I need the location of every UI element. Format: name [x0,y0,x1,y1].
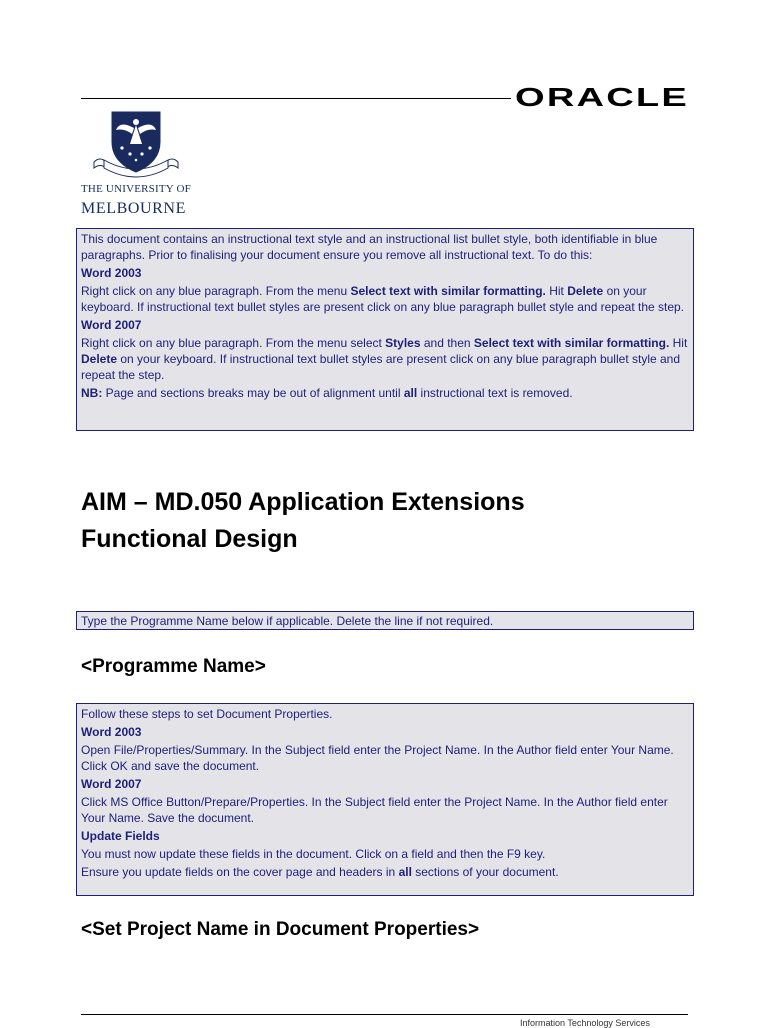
university-name-line2: MELBOURNE [81,200,186,217]
programme-name-heading: <Programme Name> [81,656,266,677]
programme-instruction: Type the Programme Name below if applicable. Delete the line if not required. [81,614,494,628]
nb-note: NB: Page and sections breaks may be out of alignment until all instructional text is removed. [81,386,573,400]
update-fields-heading: Update Fields [81,829,160,843]
properties-word2007-heading: Word 2007 [81,777,142,791]
header-rule [81,98,511,99]
properties-word2003-text: Open File/Properties/Summary. In the Subject field enter the Project Name. In the Author field enter Your Name. Click OK and save the document. [81,743,674,773]
instruction-box-remove-text [76,228,694,431]
properties-intro: Follow these steps to set Document Properties. [81,707,333,721]
oracle-logo-text: ORACLE [515,82,689,112]
university-name-line1: THE UNIVERSITY OF [81,183,191,195]
project-name-heading: <Set Project Name in Document Properties> [81,919,480,940]
properties-word2003-heading: Word 2003 [81,725,142,739]
document-title [81,484,691,558]
footer-text: Information Technology Services [520,1018,650,1028]
oracle-logo [513,82,693,112]
word2003-heading: Word 2003 [81,266,142,280]
instruction-box-programme [76,611,694,630]
university-crest-icon [90,108,182,182]
document-title-line2: Functional Design [81,525,298,553]
instruction-intro: This document contains an instructional text style and an instructional list bullet style, both identifiable in blue paragraphs. Prior to finalising your document ensure you remove all instructional text. To do this: [81,232,658,262]
word2007-heading: Word 2007 [81,318,142,332]
word2007-instruction: Right click on any blue paragraph. From the menu select Styles and then Select text with similar formatting. Hit Delete on your keyboard. If instructional text bullet styles are present click on any blue paragraph bullet style and repeat the step. [81,336,688,382]
update-fields-text: You must now update these fields in the document. Click on a field and then the F9 key. [81,847,546,861]
instruction-box-document-properties [76,703,694,896]
ensure-update-text: Ensure you update fields on the cover page and headers in all sections of your document. [81,865,559,879]
footer-rule [81,1014,688,1015]
word2003-instruction: Right click on any blue paragraph. From the menu Select text with similar formatting. Hit Delete on your keyboard. If instructional text bullet styles are present click on any blue paragraph bullet style and repeat the step. [81,284,685,314]
document-title-line1: AIM – MD.050 Application Extensions [81,488,525,516]
properties-word2007-text: Click MS Office Button/Prepare/Properties. In the Subject field enter the Project Name. In the Author field enter Your Name. Save the document. [81,795,668,825]
